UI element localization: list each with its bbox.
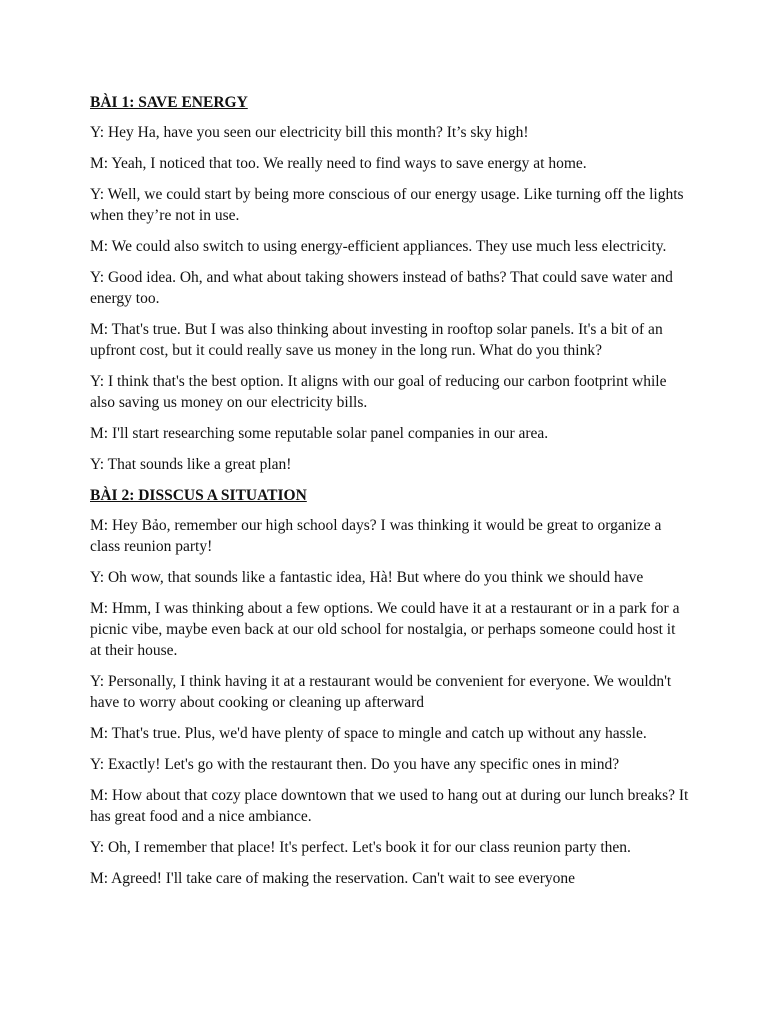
dialogue-line: M: Hmm, I was thinking about a few options. We could have it at a restaurant or in a park for a picnic vibe, maybe even back at our old school for nostalgia, or perhaps someone could host it at their house. bbox=[90, 600, 680, 659]
dialogue-line: Y: That sounds like a great plan! bbox=[90, 456, 292, 473]
dialogue-line: Y: Good idea. Oh, and what about taking showers instead of baths? That could save water and energy too. bbox=[90, 269, 673, 307]
dialogue-line: Y: Exactly! Let's go with the restaurant then. Do you have any specific ones in mind? bbox=[90, 756, 620, 773]
dialogue-line: M: That's true. Plus, we'd have plenty of space to mingle and catch up without any hassle. bbox=[90, 725, 647, 742]
dialogue-line: M: That's true. But I was also thinking about investing in rooftop solar panels. It's a bit of an upfront cost, but it could really save us money in the long run. What do you think? bbox=[90, 321, 663, 359]
dialogue-line: Y: Oh wow, that sounds like a fantastic idea, Hà! But where do you think we should have bbox=[90, 569, 644, 586]
dialogue-line: Y: Oh, I remember that place! It's perfect. Let's book it for our class reunion party then. bbox=[90, 839, 631, 856]
section-2-heading: BÀI 2: DISSCUS A SITUATION bbox=[90, 487, 307, 504]
dialogue-line: M: I'll start researching some reputable solar panel companies in our area. bbox=[90, 425, 549, 442]
dialogue-line: M: Yeah, I noticed that too. We really need to find ways to save energy at home. bbox=[90, 155, 587, 172]
dialogue-line: Y: Well, we could start by being more conscious of our energy usage. Like turning off the lights when they’re not in use. bbox=[90, 186, 684, 224]
dialogue-line: M: How about that cozy place downtown that we used to hang out at during our lunch breaks? It has great food and a nice ambiance. bbox=[90, 787, 689, 825]
dialogue-line: Y: I think that's the best option. It aligns with our goal of reducing our carbon footprint while also saving us money on our electricity bills. bbox=[90, 373, 667, 411]
dialogue-line: Y: Hey Ha, have you seen our electricity bill this month? It’s sky high! bbox=[90, 124, 529, 141]
section-1-heading: BÀI 1: SAVE ENERGY bbox=[90, 94, 248, 111]
document-page bbox=[90, 92, 690, 899]
dialogue-line: M: Hey Bảo, remember our high school days? I was thinking it would be great to organize a class reunion party! bbox=[90, 517, 662, 555]
dialogue-line: M: Agreed! I'll take care of making the reservation. Can't wait to see everyone bbox=[90, 870, 576, 887]
dialogue-line: M: We could also switch to using energy-efficient appliances. They use much less electricity. bbox=[90, 238, 667, 255]
dialogue-line: Y: Personally, I think having it at a restaurant would be convenient for everyone. We wouldn't have to worry about cooking or cleaning up afterward bbox=[90, 673, 672, 711]
